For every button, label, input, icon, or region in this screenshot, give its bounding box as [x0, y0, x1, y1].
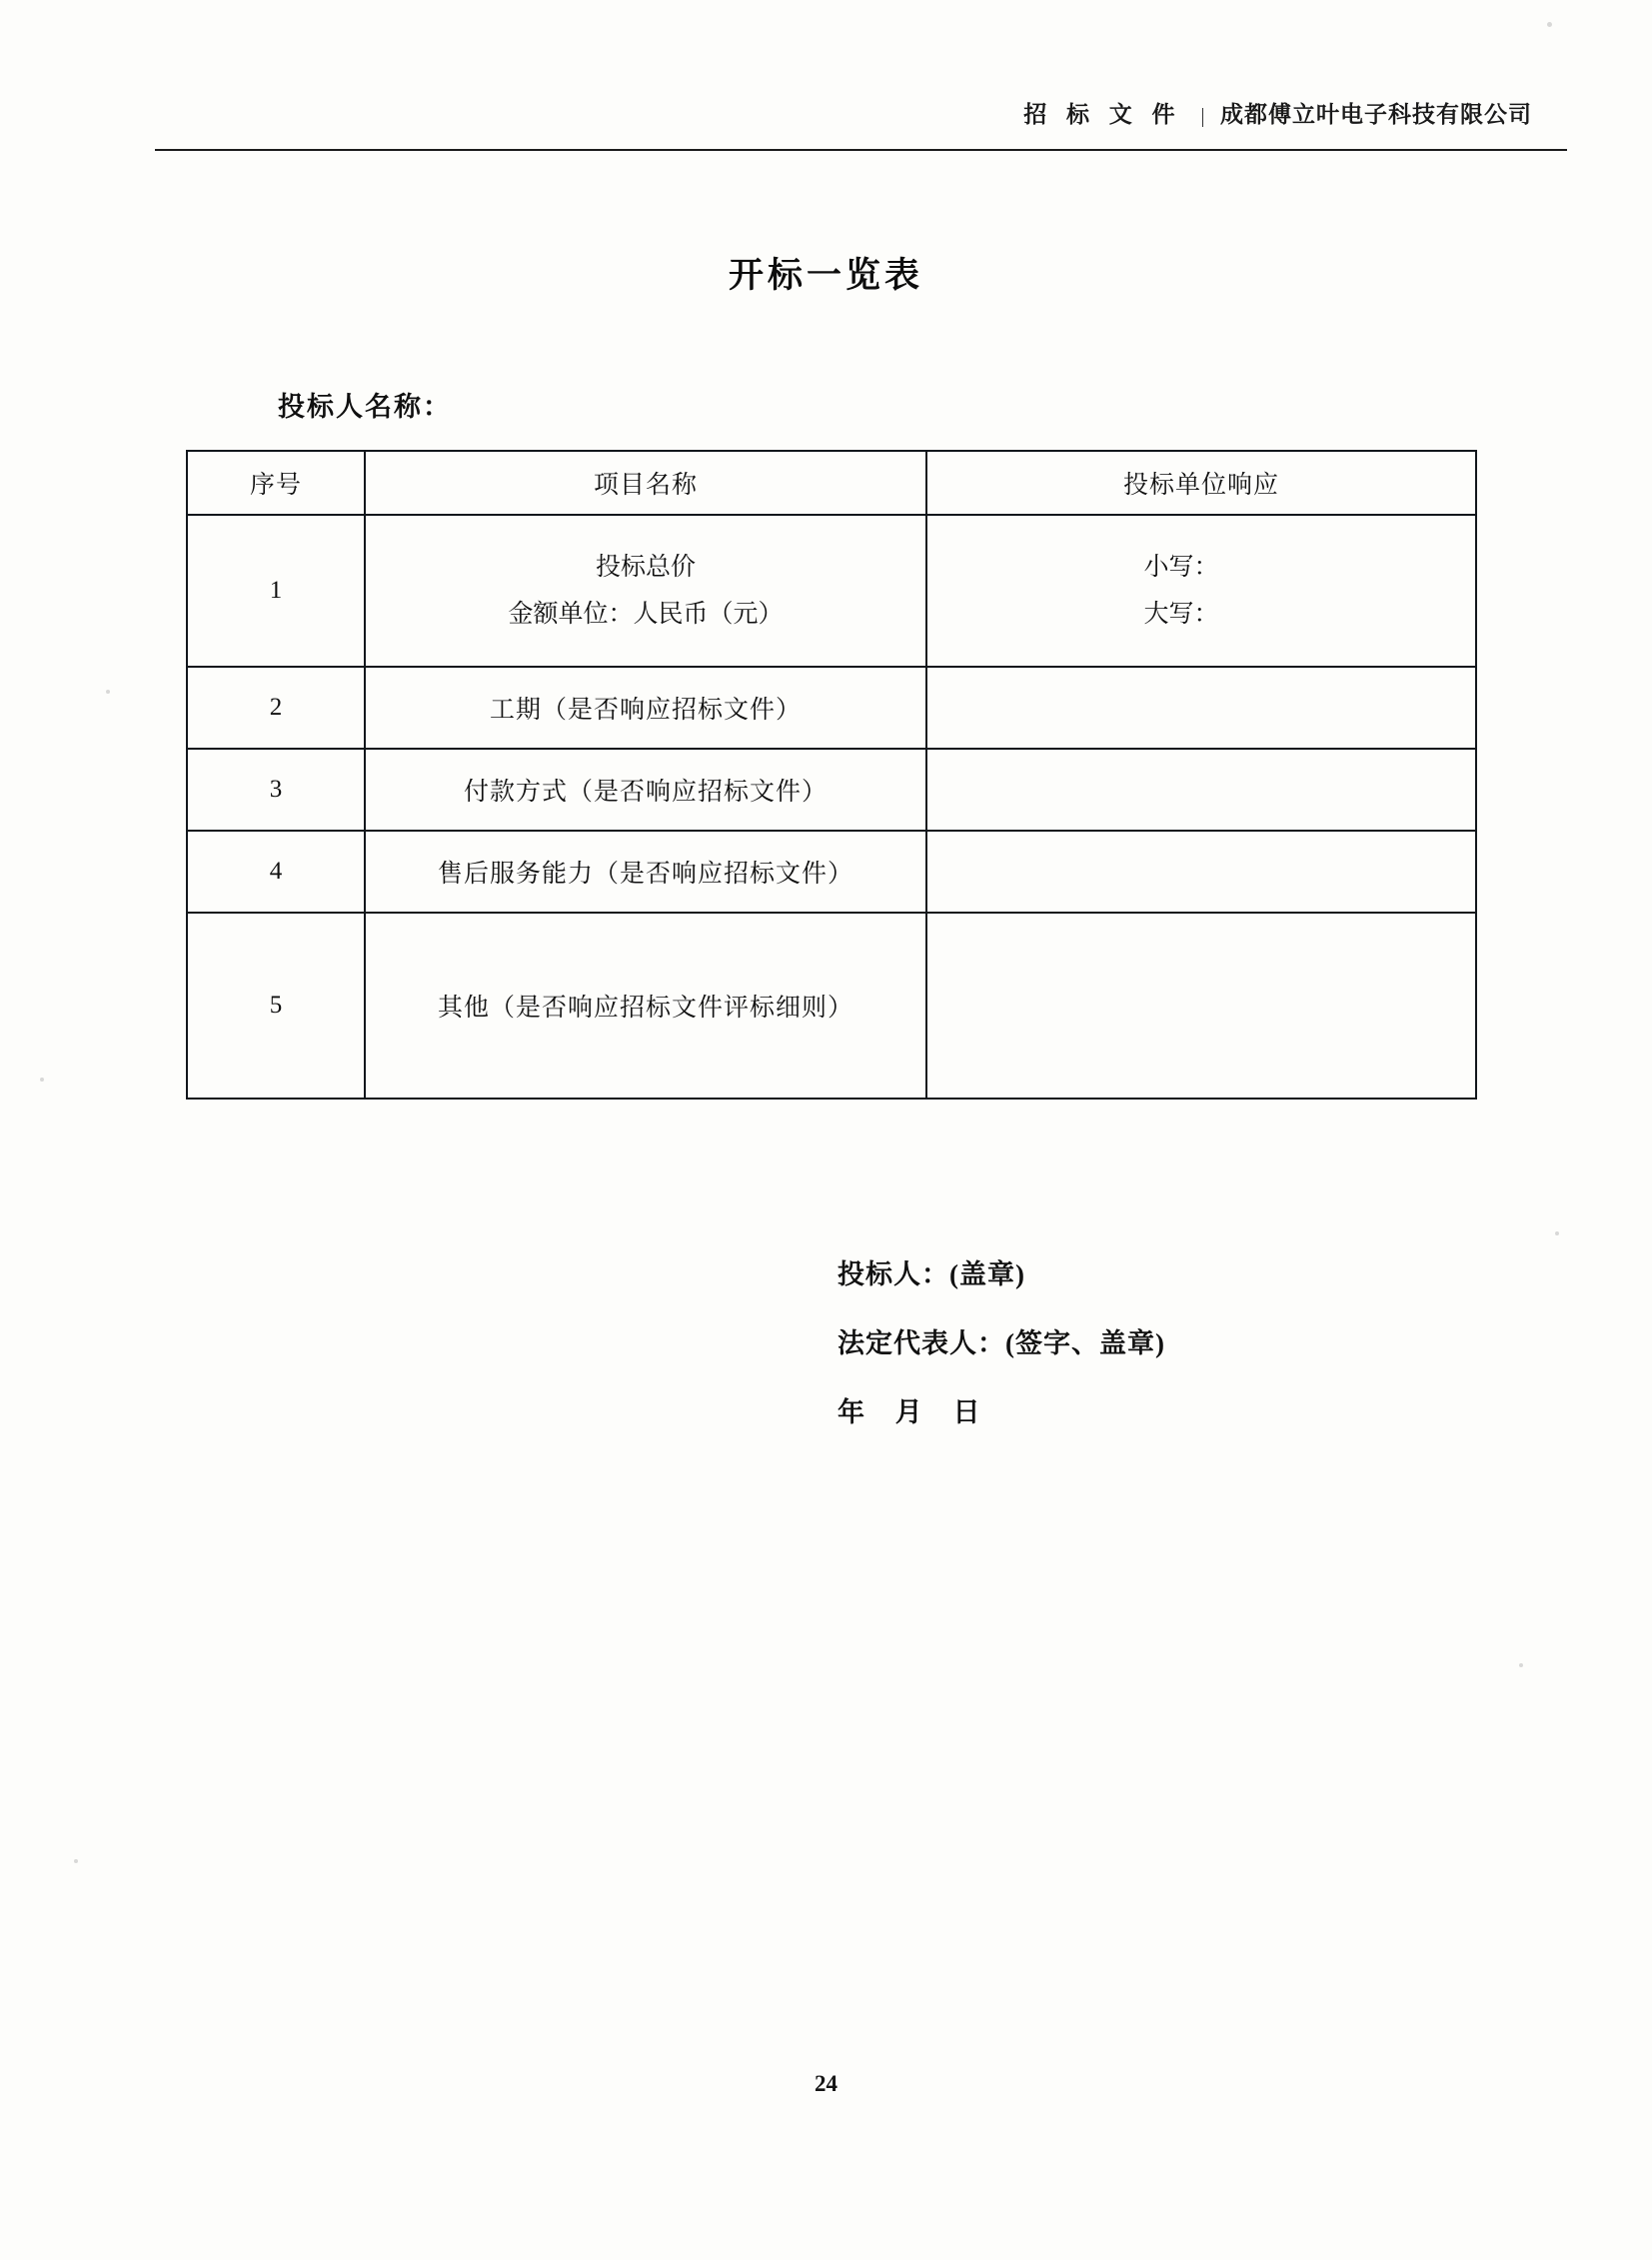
response-lowercase-amount-label: 小写：	[1143, 553, 1219, 581]
header-document-kind: 招 标 文 件	[1023, 102, 1182, 127]
row-response[interactable]	[926, 831, 1476, 913]
row-item: 售后服务能力（是否响应招标文件）	[365, 831, 926, 913]
row-no: 2	[187, 667, 365, 749]
table-row	[187, 667, 1476, 749]
row-no: 5	[187, 913, 365, 1099]
scan-speck	[1547, 22, 1552, 27]
row-item	[365, 515, 926, 667]
row-no: 4	[187, 831, 365, 913]
row-item-line1: 投标总价	[595, 553, 696, 581]
bidder-name-label: 投标人名称：	[278, 392, 452, 422]
row-item: 工期（是否响应招标文件）	[365, 667, 926, 749]
scan-speck	[106, 690, 110, 694]
row-response[interactable]	[926, 749, 1476, 831]
row-response[interactable]	[926, 913, 1476, 1099]
signature-legal-representative: 法定代表人：(签字、盖章)	[837, 1328, 1165, 1358]
row-item: 付款方式（是否响应招标文件）	[365, 749, 926, 831]
signature-bidder: 投标人：(盖章)	[837, 1259, 1025, 1289]
page-title: 开标一览表	[728, 256, 923, 295]
table-row	[187, 913, 1476, 1099]
row-no: 3	[187, 749, 365, 831]
header-text	[1023, 96, 1532, 129]
scan-speck	[74, 1859, 78, 1863]
table-row	[187, 749, 1476, 831]
signature-block	[837, 1261, 1165, 1468]
table-row	[187, 831, 1476, 913]
running-header	[155, 96, 1532, 166]
header-company-name: 成都傅立叶电子科技有限公司	[1220, 102, 1532, 127]
signature-date: 年 月 日	[837, 1397, 992, 1427]
header-divider	[1202, 108, 1203, 127]
table-header-row	[187, 451, 1476, 515]
row-response[interactable]	[926, 667, 1476, 749]
response-uppercase-amount-label: 大写：	[1143, 601, 1219, 628]
header-rule	[155, 149, 1567, 151]
scan-speck	[1519, 1663, 1523, 1667]
row-response[interactable]	[926, 515, 1476, 667]
scan-speck	[1555, 1231, 1559, 1235]
row-no: 1	[187, 515, 365, 667]
row-item-line2: 金额单位：人民币（元）	[508, 601, 784, 628]
column-header-no: 序号	[187, 451, 365, 515]
open-bid-summary-table	[186, 450, 1475, 1100]
page-number: 24	[815, 2071, 837, 2096]
column-header-item: 项目名称	[365, 451, 926, 515]
table-row	[187, 515, 1476, 667]
scan-speck	[40, 1078, 44, 1082]
column-header-response: 投标单位响应	[926, 451, 1476, 515]
row-item: 其他（是否响应招标文件评标细则）	[365, 913, 926, 1099]
